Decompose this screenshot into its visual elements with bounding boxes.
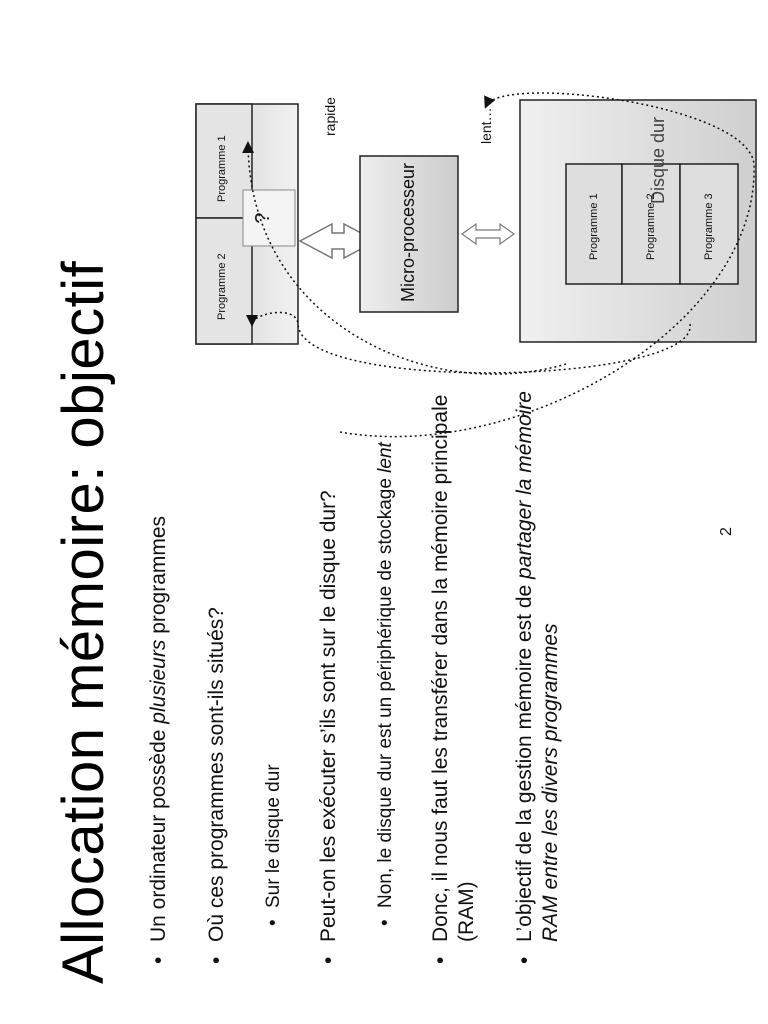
microprocessor-label: Micro-processeur xyxy=(398,162,418,302)
bullet-3-sub: • Non, le disque dur est un périphérique de stockage lent xyxy=(374,391,398,966)
slow-label: lent… xyxy=(478,107,494,144)
bullet-2-sub: • Sur le disque dur xyxy=(262,391,286,966)
ram-program-2-label: Programme 2 xyxy=(216,253,228,320)
disk-program-1-label: Programme 1 xyxy=(588,193,600,260)
page-number: 2 xyxy=(718,527,735,536)
page-title: Allocation mémoire: objectif xyxy=(51,260,116,984)
bullet-3: • Peut-on les exécuter s’ils sont sur le disque dur? xyxy=(316,391,342,966)
ram-program-1-label: Programme 1 xyxy=(216,135,228,202)
slow-arrow xyxy=(462,224,514,244)
bullet-2: • Où ces programmes sont-ils situés? xyxy=(204,391,230,966)
question-mark: ? xyxy=(252,212,274,224)
disk-label: Disque dur xyxy=(648,116,668,204)
disk-program-3-label: Programme 3 xyxy=(703,193,715,260)
bullet-4: • Donc, il nous faut les transférer dans la mémoire principale (RAM) xyxy=(428,391,480,966)
bullet-5: • L’objectif de la gestion mémoire est de partager la mémoire RAM entre les divers programmes xyxy=(512,391,564,966)
bullet-1: • Un ordinateur possède plusieurs programmes xyxy=(146,391,172,966)
disk-program-2-label: Programme 2 xyxy=(645,193,657,260)
fast-label: rapide xyxy=(322,97,338,136)
